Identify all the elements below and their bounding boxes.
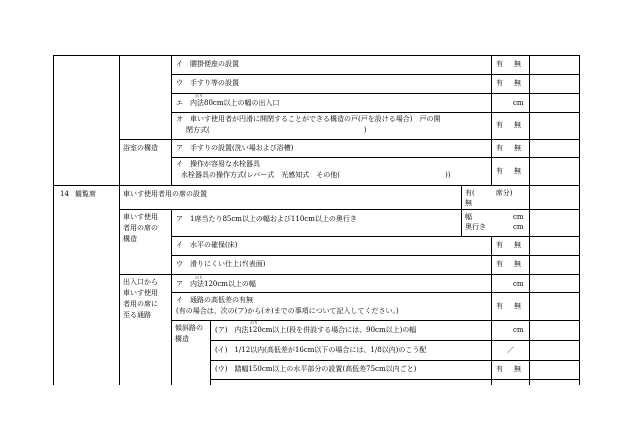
rule [119, 139, 579, 140]
yes-mark: 有 [496, 79, 503, 87]
rule [210, 320, 211, 385]
unit-cm: cm [513, 99, 524, 107]
row-faucet-line2: 水栓器具の操作方式(レバー式 光感知式 その他( )) [181, 171, 451, 179]
rule [171, 93, 579, 94]
seat-structure-header-2: 者用の席の [123, 224, 158, 232]
row-bath-handrail-label: ア 手すりの設置(洗い場および浴槽) [176, 144, 294, 152]
no-mark: 無 [465, 199, 472, 207]
yes-mark: 有 [496, 302, 503, 310]
rule [210, 340, 579, 341]
section-number: 14 [60, 190, 69, 198]
rule [171, 236, 579, 237]
rule [210, 360, 579, 361]
route-header-4: 至る通路 [123, 311, 151, 319]
rule [53, 185, 579, 186]
row-wheelchair-seat-label: 車いす使用者用の席の設置 [123, 190, 207, 198]
rule [171, 74, 579, 75]
rule [171, 292, 579, 293]
width-label: 幅 [465, 213, 472, 221]
no-mark: 無 [514, 144, 521, 152]
depth-label: 奥行き [465, 223, 486, 231]
rule-bottom [210, 379, 579, 380]
no-mark: 無 [514, 241, 521, 249]
yes-mark: 有 [496, 365, 503, 373]
row-seat-size-label: ア 1席当たり85cm以上の幅および110cm以上の奥行き [176, 215, 357, 223]
slope-header-1: 傾斜路の [175, 324, 203, 332]
row-height-diff-line2: (有の場合は、次の(ア)から(オ)までの事項について記入してください。) [176, 307, 399, 315]
unit-cm: cm [513, 213, 524, 221]
not-applicable-mark: ／ [507, 346, 514, 354]
row-door-line1: オ 車いす使用者が円滑に開閉することができる構造の戸(戸を設ける場合) 戸の開 [176, 115, 441, 123]
row-faucet-line1: イ 操作が容易な水栓器具 [176, 160, 260, 168]
row-nonslip-label: ウ 滑りにくい仕上げ(表面) [176, 260, 266, 268]
yes-mark: 有 [496, 167, 503, 175]
ruby-nori: のり [250, 320, 258, 325]
unit-cm: cm [513, 326, 524, 334]
rule [119, 209, 579, 210]
rule-right [579, 55, 580, 385]
no-mark: 無 [514, 260, 521, 268]
rule [171, 112, 579, 113]
unit-cm: cm [513, 280, 524, 288]
seat-structure-header-1: 車いす使用 [123, 213, 158, 221]
unit-cm: cm [513, 223, 524, 231]
bath-structure-header: 浴室の構造 [123, 144, 158, 152]
rule [171, 209, 172, 385]
rule [171, 55, 172, 185]
no-mark: 無 [514, 302, 521, 310]
section-title: 観覧席 [75, 190, 96, 198]
rule [119, 274, 579, 275]
slope-header-2: 構造 [175, 335, 189, 343]
row-slope-width-label: (ア) 内法120cm以上(段を併設する場合には、90cm以上)の幅 [215, 326, 417, 334]
route-header-1: 出入口から [123, 278, 158, 286]
yes-mark: 有 [496, 260, 503, 268]
rule [171, 320, 579, 321]
no-mark: 無 [514, 167, 521, 175]
rule [529, 55, 530, 385]
ruby-nori: のり [195, 275, 203, 280]
seat-structure-header-3: 構造 [123, 235, 137, 243]
row-toilet-seat-label: イ 腰掛便座の設置 [176, 60, 239, 68]
no-mark: 無 [514, 121, 521, 129]
seat-count-yes: 有( 席分) [465, 189, 513, 197]
row-doorway-width-label: エ 内法80cm以上の幅の出入口 [176, 99, 280, 107]
row-level-floor-label: イ 水平の確保(床) [176, 241, 238, 249]
rule [461, 185, 462, 236]
route-header-3: 者用の席に [123, 300, 158, 308]
no-mark: 無 [514, 60, 521, 68]
no-mark: 無 [514, 365, 521, 373]
row-slope-gradient-label: (イ) 1/12以内(高低差が16cm以下の場合には、1/8以内)のこう配 [215, 346, 427, 354]
row-route-width-label: ア 内法120cm以上の幅 [176, 280, 256, 288]
rule [171, 157, 579, 158]
rule-top [53, 55, 579, 56]
no-mark: 無 [514, 79, 521, 87]
route-header-2: 車いす使用 [123, 289, 158, 297]
row-slope-landing-label: (ウ) 踏幅150cm以上の水平部分の設置(高低差75cm以内ごと) [215, 365, 417, 373]
yes-mark: 有 [496, 60, 503, 68]
row-height-diff-line1: イ 通路の高低差の有無 [176, 296, 253, 304]
yes-mark: 有 [496, 144, 503, 152]
yes-mark: 有 [496, 121, 503, 129]
rule [491, 55, 492, 185]
rule [171, 255, 579, 256]
rule-left [53, 55, 54, 385]
row-handrail-label: ウ 手すり等の設置 [176, 79, 239, 87]
ruby-nori: のり [195, 93, 203, 98]
row-door-line2: 閉方式( ) [186, 126, 367, 134]
yes-mark: 有 [496, 241, 503, 249]
rule [491, 236, 492, 385]
rule [119, 55, 120, 385]
